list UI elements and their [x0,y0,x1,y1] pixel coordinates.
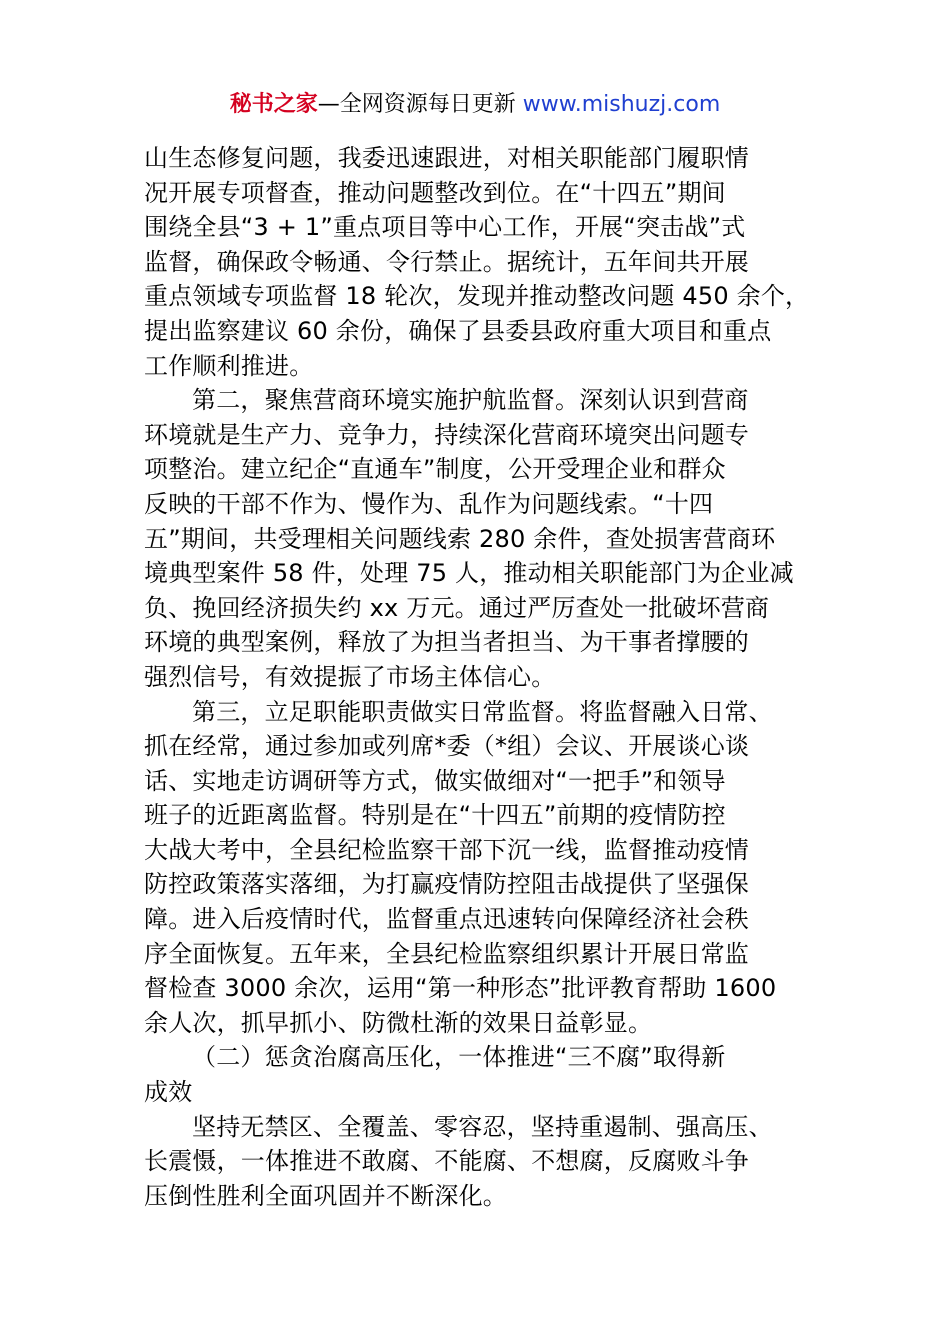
text-line: 五”期间，共受理相关问题线索 280 余件，查处损害营商环 [144,524,776,553]
text-line: 班子的近距离监督。特别是在“十四五”前期的疫情防控 [144,801,726,830]
text-line: 反映的干部不作为、慢作为、乱作为问题线索。“十四 [144,489,714,518]
text-line: 重点领域专项监督 18 轮次，发现并推动整改问题 450 余个， [144,282,810,311]
text-line: 大战大考中，全县纪检监察干部下沉一线，监督推动疫情 [144,835,749,864]
text-line: 强烈信号，有效提振了市场主体信心。 [144,662,556,691]
text-line: 负、挽回经济损失约 xx 万元。通过严厉查处一批破坏营商 [144,593,770,622]
text-line: 环境的典型案例，释放了为担当者担当、为干事者撑腰的 [144,628,749,657]
text-line: 防控政策落实落细，为打赢疫情防控阻击战提供了坚强保 [144,870,749,899]
text-line: 况开展专项督查，推动问题整改到位。在“十四五”期间 [144,178,726,207]
text-line: 序全面恢复。五年来，全县纪检监察组织累计开展日常监 [144,939,749,968]
paragraph-start-line: 坚持无禁区、全覆盖、零容忍，坚持重遏制、强高压、 [192,1112,773,1141]
text-line: 提出监察建议 60 余份，确保了县委县政府重大项目和重点 [144,316,772,345]
text-line: 项整治。建立纪企“直通车”制度，公开受理企业和群众 [144,455,726,484]
text-line: 围绕全县“3 + 1”重点项目等中心工作，开展“突击战”式 [144,213,746,242]
text-line: 余人次，抓早抓小、防微杜渐的效果日益彰显。 [144,1008,653,1037]
text-line: 山生态修复问题，我委迅速跟进，对相关职能部门履职情 [144,144,749,172]
site-url-link[interactable]: www.mishuzj.com [522,92,721,117]
section-heading-line: 成效 [144,1078,193,1107]
paragraph-start-line: 第二，聚焦营商环境实施护航监督。深刻认识到营商 [192,386,749,415]
brand-name: 秘书之家 [229,92,318,117]
text-line: 环境就是生产力、竞争力，持续深化营商环境突出问题专 [144,420,749,449]
header-tagline: —全网资源每日更新 [317,92,523,117]
text-line: 压倒性胜利全面巩固并不断深化。 [144,1181,507,1210]
text-line: 监督，确保政令畅通、令行禁止。据统计，五年间共开展 [144,247,749,276]
document-body [144,141,834,1213]
text-line: 话、实地走访调研等方式，做实做细对“一把手”和领导 [144,766,726,795]
text-line: 工作顺利推进。 [144,351,314,380]
text-line: 境典型案件 58 件，处理 75 人，推动相关职能部门为企业减 [144,559,794,588]
site-header [0,88,950,122]
paragraph-start-line: 第三，立足职能职责做实日常监督。将监督融入日常、 [192,697,773,726]
text-line: 障。进入后疫情时代，监督重点迅速转向保障经济社会秩 [144,905,749,934]
text-line: 督检查 3000 余次，运用“第一种形态”批评教育帮助 1600 [144,974,777,1003]
section-heading-line: （二）惩贪治腐高压化，一体推进“三不腐”取得新 [192,1043,726,1072]
text-line: 抓在经常，通过参加或列席*委（*组）会议、开展谈心谈 [144,732,750,761]
text-line: 长震慑，一体推进不敢腐、不能腐、不想腐，反腐败斗争 [144,1147,749,1176]
